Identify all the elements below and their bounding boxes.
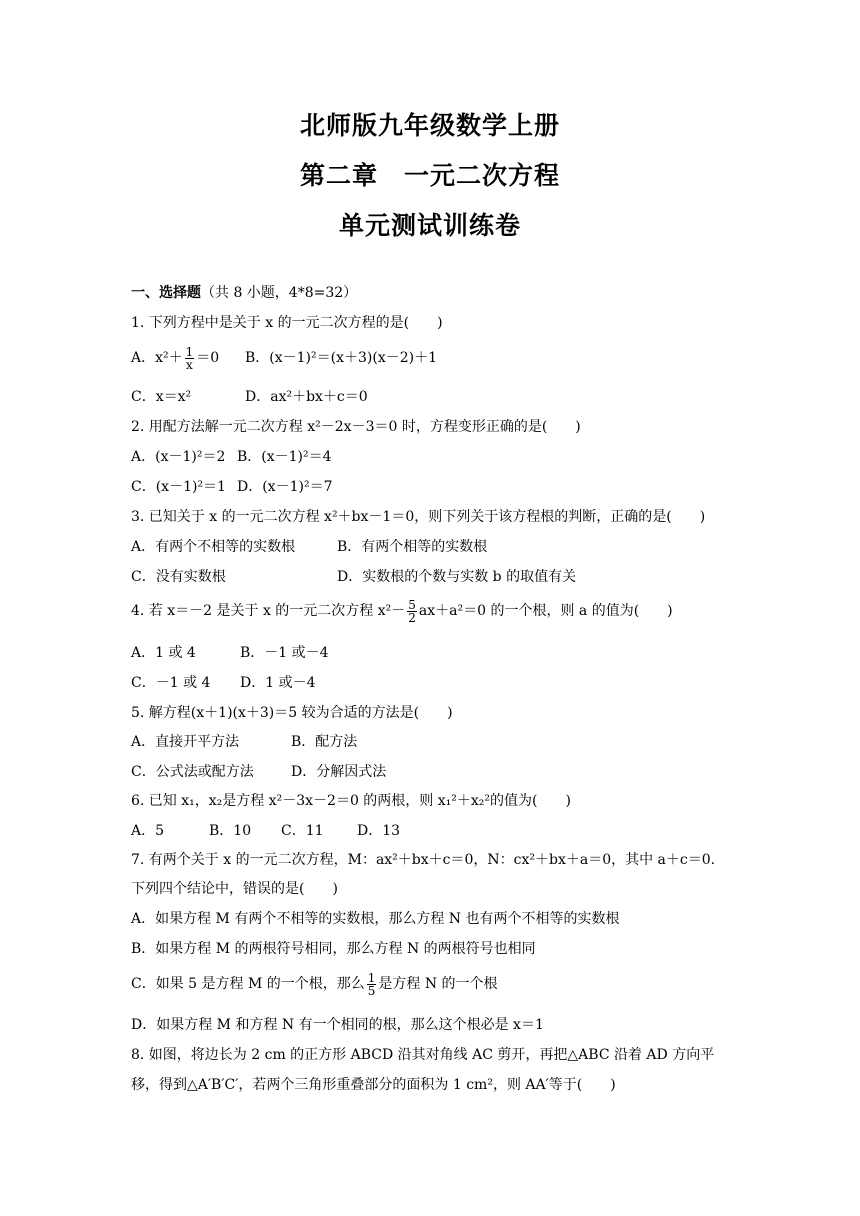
q6-option-b: B．10 [209, 823, 252, 839]
q7-option-a: A．如果方程 M 有两个不相等的实数根，那么方程 N 也有两个不相等的实数根 [131, 911, 620, 927]
q4-stem-post: ax＋a²＝0 的一个根，则 a 的值为( ) [418, 603, 673, 619]
q4-stem [131, 597, 673, 625]
q7-option-d: D．如果方程 M 和方程 N 有一个相同的根，那么这个根必是 x＝1 [131, 1017, 544, 1033]
q7-c-den: 5 [367, 983, 376, 998]
q3-option-d: D．实数根的个数与实数 b 的取值有关 [337, 569, 577, 585]
q1-a-post: ＝0 [196, 350, 220, 366]
q2-option-a: A．(x－1)²＝2 [131, 449, 226, 465]
q2-option-d: D．(x－1)²＝7 [237, 479, 333, 495]
q7-stem-line2: 下列四个结论中，错误的是( ) [131, 881, 338, 897]
q1-option-c: C．x＝x² [131, 389, 192, 405]
q1-stem: 1. 下列方程中是关于 x 的一元二次方程的是( ) [131, 315, 443, 331]
q3-option-a: A．有两个不相等的实数根 [131, 539, 296, 555]
section-note: （共 8 小题，4*8=32） [201, 285, 358, 301]
chapter-title: 第二章 一元二次方程 [299, 161, 560, 190]
q1-a-den: x [186, 357, 193, 372]
q1-option-a [131, 344, 219, 372]
q3-stem: 3. 已知关于 x 的一元二次方程 x²＋bx－1＝0，则下列关于该方程根的判断，正确的是( ) [131, 509, 706, 525]
q8-stem-line2: 移，得到△A′B′C′，若两个三角形重叠部分的面积为 1 cm²，则 AA′等于( ) [131, 1077, 616, 1093]
q7-option-b: B．如果方程 M 的两根符号相同，那么方程 N 的两根符号也相同 [131, 941, 536, 957]
q1-a-fraction [185, 346, 195, 371]
q8-stem-line1: 8. 如图，将边长为 2 cm 的正方形 ABCD 沿其对角线 AC 剪开，再把△ABC 沿着 AD 方向平 [131, 1047, 715, 1063]
doc-title: 北师版九年级数学上册 [299, 111, 560, 140]
q6-option-a: A．5 [131, 823, 165, 839]
q6-option-c: C．11 [281, 823, 324, 839]
q2-option-b: B．(x－1)²＝4 [237, 449, 332, 465]
q4-option-a: A．1 或 4 [131, 645, 196, 661]
q4-den: 2 [408, 610, 416, 625]
section-heading [131, 284, 357, 302]
q7-c-post: 是方程 N 的一个根 [378, 976, 498, 992]
q7-c-fraction [367, 972, 377, 997]
q1-option-b: B．(x－1)²＝(x＋3)(x－2)＋1 [245, 350, 437, 366]
q3-option-b: B．有两个相等的实数根 [337, 539, 488, 555]
q3-option-c: C．没有实数根 [131, 569, 226, 585]
q5-stem: 5. 解方程(x＋1)(x＋3)＝5 较为合适的方法是( ) [131, 705, 453, 721]
q2-option-c: C．(x－1)²＝1 [131, 479, 226, 495]
q1-a-num: 1 [185, 344, 194, 359]
q2-stem: 2. 用配方法解一元二次方程 x²－2x－3＝0 时，方程变形正确的是( ) [131, 419, 581, 435]
q5-option-d: D．分解因式法 [291, 764, 387, 780]
q5-option-c: C．公式法或配方法 [131, 764, 254, 780]
test-title: 单元测试训练卷 [338, 211, 521, 240]
q4-fraction [407, 599, 417, 624]
section-head-label: 一、选择题 [131, 285, 201, 301]
q1-a-pre: A．x²＋ [131, 350, 183, 366]
q5-option-a: A．直接开平方法 [131, 734, 240, 750]
q6-stem: 6. 已知 x₁，x₂是方程 x²－3x－2＝0 的两根，则 x₁²＋x₂²的值为( ) [131, 793, 571, 809]
q1-option-d: D．ax²＋bx＋c＝0 [245, 389, 368, 405]
q4-num: 5 [408, 597, 416, 612]
q7-option-c [131, 970, 498, 998]
q4-option-b: B．－1 或－4 [240, 645, 329, 661]
q7-c-pre: C．如果 5 是方程 M 的一个根，那么 [131, 976, 365, 992]
q7-c-num: 1 [367, 970, 376, 985]
q4-option-c: C．－1 或 4 [131, 675, 211, 691]
q7-stem-line1: 7. 有两个关于 x 的一元二次方程，M：ax²＋bx＋c＝0，N：cx²＋bx＋a＝0，其中 a＋c＝0. [131, 852, 716, 868]
q4-stem-pre: 4. 若 x＝－2 是关于 x 的一元二次方程 x²－ [131, 603, 406, 619]
q5-option-b: B．配方法 [291, 734, 358, 750]
q4-option-d: D．1 或－4 [240, 675, 316, 691]
q6-option-d: D．13 [357, 823, 401, 839]
